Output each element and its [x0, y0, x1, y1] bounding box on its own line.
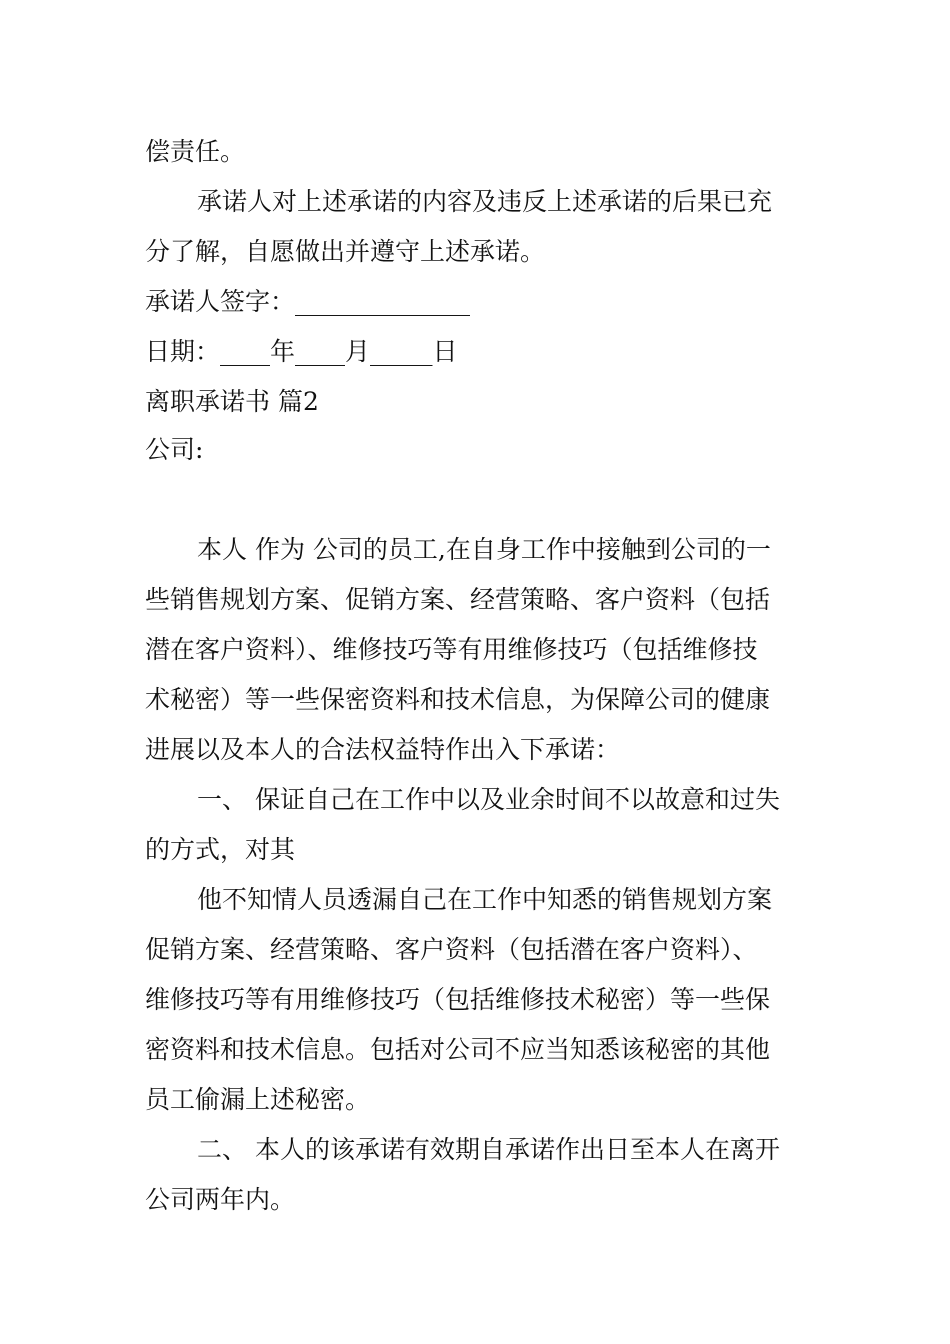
text-line: 些销售规划方案、促销方案、经营策略、客户资料（包括	[145, 585, 771, 614]
text-line: 二、 本人的该承诺有效期自承诺作出日至本人在离开	[197, 1135, 780, 1164]
text-line: 术秘密）等一些保密资料和技术信息，为保障公司的健康	[145, 685, 771, 714]
text-line: 密资料和技术信息。包括对公司不应当知悉该秘密的其他	[145, 1035, 771, 1064]
text-line: 本人 作为 公司的员工,在自身工作中接触到公司的一	[197, 535, 771, 564]
addressee-line: 公司:	[145, 435, 204, 464]
text-line: 他不知情人员透漏自己在工作中知悉的销售规划方案	[197, 885, 773, 914]
text-line: 员工偷漏上述秘密。	[145, 1085, 371, 1114]
text-line: 偿责任。	[145, 137, 246, 166]
text-line: 维修技巧等有用维修技巧（包括维修技术秘密）等一些保	[145, 985, 771, 1014]
text-line: 的方式，对其	[145, 835, 296, 864]
signature-line: 承诺人签字：______________	[145, 287, 471, 316]
text-line: 潜在客户资料）、维修技巧等有用维修技巧（包括维修技	[145, 635, 758, 664]
date-line: 日期：____年____月_____日	[145, 337, 458, 366]
text-line: 促销方案、经营策略、客户资料（包括潜在客户资料）、	[145, 935, 758, 964]
text-line: 一、 保证自己在工作中以及业余时间不以故意和过失	[197, 785, 780, 814]
text-line: 承诺人对上述承诺的内容及违反上述承诺的后果已充	[197, 187, 773, 216]
text-line: 公司两年内。	[145, 1185, 296, 1214]
text-line: 分了解，自愿做出并遵守上述承诺。	[145, 237, 546, 266]
section-title: 离职承诺书 篇2	[145, 387, 319, 416]
text-line: 进展以及本人的合法权益特作出入下承诺：	[145, 735, 621, 764]
